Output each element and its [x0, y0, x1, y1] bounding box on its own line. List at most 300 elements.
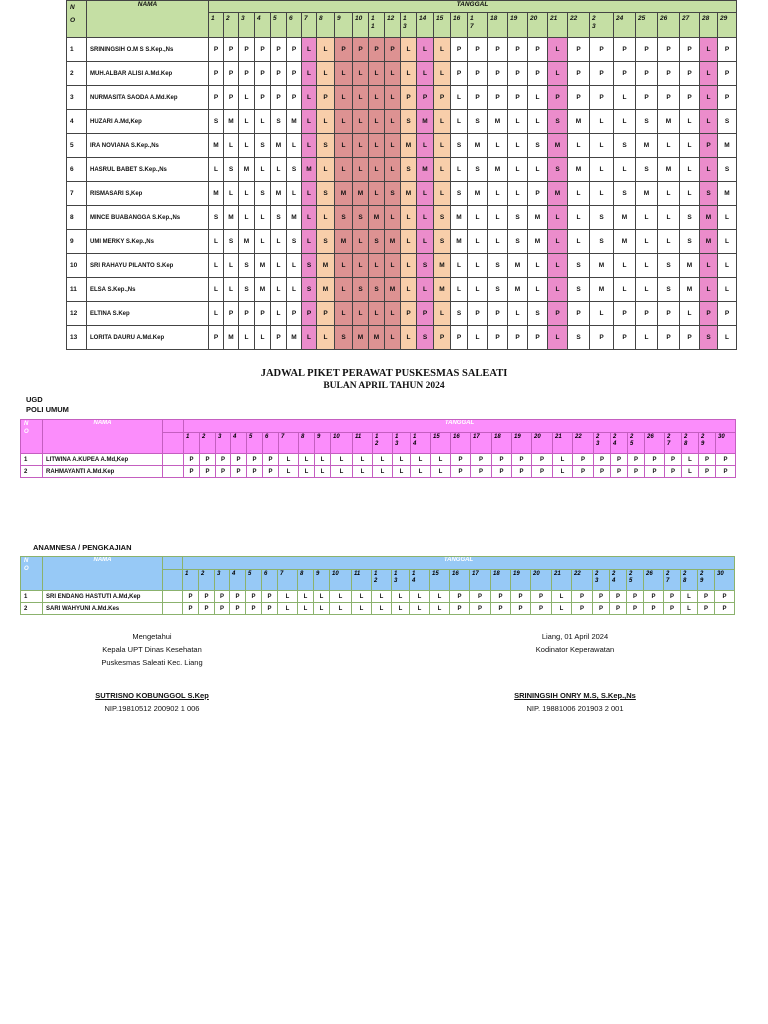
day-header: 10	[330, 570, 352, 591]
day-header: 3	[216, 433, 231, 454]
shift-cell: L	[224, 134, 239, 158]
shift-cell: P	[610, 591, 627, 603]
header-nama: NAMA	[43, 557, 163, 591]
shift-cell: L	[271, 302, 287, 326]
shift-cell: P	[593, 603, 610, 615]
shift-cell: M	[255, 254, 271, 278]
table-row	[21, 591, 735, 603]
shift-cell: M	[353, 326, 369, 350]
shift-cell: L	[278, 591, 298, 603]
shift-cell: L	[335, 254, 353, 278]
section-label-anamnesa: ANAMNESA / PENGKAJIAN	[33, 543, 132, 552]
day-header: 16	[451, 13, 468, 38]
shift-cell: M	[401, 134, 417, 158]
shift-cell: P	[200, 466, 216, 478]
shift-cell: P	[528, 182, 548, 206]
shift-cell: M	[209, 182, 224, 206]
day-header: 2	[199, 570, 215, 591]
shift-cell: L	[255, 206, 271, 230]
shift-cell: L	[302, 206, 317, 230]
shift-cell: P	[488, 38, 508, 62]
day-header: 15	[434, 13, 451, 38]
blank-cell	[163, 466, 184, 478]
day-header: 9	[315, 433, 331, 454]
shift-cell: L	[369, 182, 385, 206]
shift-cell: M	[590, 278, 614, 302]
shift-cell: S	[271, 110, 287, 134]
shift-cell: L	[614, 110, 636, 134]
day-header: 9	[314, 570, 330, 591]
shift-cell: P	[636, 86, 658, 110]
shift-cell: L	[271, 230, 287, 254]
shift-cell: L	[553, 454, 573, 466]
nurse-name: IRA NOVIANA S.Kep.,Ns	[87, 134, 209, 158]
shift-cell: P	[287, 86, 302, 110]
shift-cell: P	[262, 591, 278, 603]
shift-cell: S	[636, 158, 658, 182]
shift-cell: L	[209, 230, 224, 254]
day-header: 22	[572, 570, 593, 591]
shift-cell: M	[468, 134, 488, 158]
nurse-name: LORITA DAURU A.Md.Kep	[87, 326, 209, 350]
shift-cell: S	[369, 230, 385, 254]
shift-cell: L	[528, 278, 548, 302]
signature-greeting: Mengetahui	[132, 632, 172, 641]
row-number: 13	[67, 326, 87, 350]
shift-cell: P	[450, 603, 470, 615]
shift-cell: P	[263, 466, 279, 478]
shift-cell: L	[508, 302, 528, 326]
shift-cell: P	[572, 603, 593, 615]
shift-cell: M	[614, 230, 636, 254]
shift-cell: S	[353, 278, 369, 302]
shift-cell: P	[614, 326, 636, 350]
shift-cell: P	[664, 591, 681, 603]
shift-cell: P	[450, 591, 470, 603]
shift-cell: L	[299, 466, 315, 478]
signature-position: Kepala UPT Dinas Kesehatan	[102, 645, 202, 654]
shift-cell: L	[352, 591, 372, 603]
shift-cell: M	[700, 230, 718, 254]
shift-cell: P	[271, 326, 287, 350]
shift-cell: P	[239, 302, 255, 326]
shift-cell: P	[216, 454, 231, 466]
shift-cell: L	[369, 110, 385, 134]
shift-cell: L	[353, 134, 369, 158]
shift-cell: L	[718, 278, 737, 302]
shift-cell: P	[590, 326, 614, 350]
shift-cell: L	[431, 466, 451, 478]
day-header: 8	[298, 570, 314, 591]
shift-cell: L	[298, 603, 314, 615]
shift-cell: S	[508, 206, 528, 230]
shift-cell: L	[430, 603, 450, 615]
shift-cell: L	[287, 134, 302, 158]
shift-cell: P	[698, 603, 715, 615]
day-header: 6	[263, 433, 279, 454]
shift-cell: P	[590, 86, 614, 110]
shift-cell: M	[317, 278, 335, 302]
shift-cell: L	[385, 110, 401, 134]
signature-nip: NIP.19810512 200902 1 006	[104, 704, 200, 713]
shift-cell: S	[548, 110, 568, 134]
shift-cell: L	[330, 591, 352, 603]
shift-cell: L	[508, 134, 528, 158]
table-row	[67, 182, 737, 206]
table-row	[67, 62, 737, 86]
shift-cell: M	[401, 182, 417, 206]
day-header: 2	[200, 433, 216, 454]
day-header: 2 3	[593, 570, 610, 591]
shift-cell: S	[224, 230, 239, 254]
shift-cell: L	[224, 278, 239, 302]
shift-cell: L	[372, 591, 392, 603]
shift-cell: L	[700, 62, 718, 86]
shift-cell: P	[488, 326, 508, 350]
shift-cell: S	[468, 110, 488, 134]
shift-cell: L	[700, 110, 718, 134]
shift-cell: P	[246, 603, 262, 615]
shift-cell: L	[393, 466, 411, 478]
shift-cell: S	[353, 206, 369, 230]
shift-cell: L	[434, 182, 451, 206]
shift-cell: L	[488, 230, 508, 254]
shift-cell: L	[314, 603, 330, 615]
nurse-name: LITWINA A.KUPEA A.Md,Kep	[43, 454, 163, 466]
shift-cell: P	[531, 591, 552, 603]
shift-cell: P	[512, 466, 532, 478]
shift-cell: L	[417, 206, 434, 230]
shift-cell: L	[451, 254, 468, 278]
day-header: 8	[317, 13, 335, 38]
shift-cell: P	[548, 302, 568, 326]
shift-cell: L	[417, 62, 434, 86]
shift-cell: P	[451, 466, 471, 478]
shift-cell: L	[335, 302, 353, 326]
shift-cell: L	[658, 134, 680, 158]
header-row	[21, 420, 736, 433]
shift-cell: L	[636, 230, 658, 254]
shift-cell: S	[239, 254, 255, 278]
shift-cell: P	[611, 466, 628, 478]
shift-cell: S	[451, 134, 468, 158]
shift-cell: M	[718, 134, 737, 158]
shift-cell: P	[508, 326, 528, 350]
table-row	[67, 134, 737, 158]
shift-cell: S	[451, 302, 468, 326]
nurse-name: MUH.ALBAR ALISI A.Md.Kep	[87, 62, 209, 86]
shift-cell: L	[385, 134, 401, 158]
shift-cell: L	[372, 603, 392, 615]
shift-cell: S	[209, 206, 224, 230]
day-header: 3	[215, 570, 230, 591]
shift-cell: S	[636, 110, 658, 134]
day-header: 2 9	[699, 433, 716, 454]
shift-cell: P	[255, 302, 271, 326]
shift-cell: L	[410, 603, 430, 615]
shift-cell: M	[718, 182, 737, 206]
row-number: 1	[21, 454, 43, 466]
day-header: 2 5	[628, 433, 645, 454]
shift-cell: L	[680, 110, 700, 134]
shift-cell: S	[335, 326, 353, 350]
shift-cell: P	[369, 38, 385, 62]
header-row	[67, 1, 737, 13]
shift-cell: P	[658, 326, 680, 350]
shift-cell: S	[488, 278, 508, 302]
blank-cell	[163, 603, 183, 615]
shift-cell: L	[700, 278, 718, 302]
shift-cell: P	[715, 591, 735, 603]
day-header: 2 8	[681, 570, 698, 591]
shift-cell: L	[680, 182, 700, 206]
shift-cell: L	[369, 158, 385, 182]
shift-cell: P	[665, 466, 682, 478]
shift-cell: L	[548, 230, 568, 254]
shift-cell: L	[568, 182, 590, 206]
shift-cell: L	[548, 278, 568, 302]
row-number: 2	[21, 603, 43, 615]
table-row	[67, 86, 737, 110]
row-number: 5	[67, 134, 87, 158]
shift-cell: P	[628, 454, 645, 466]
day-header: 1 7	[468, 13, 488, 38]
section-label-ugd: UGD	[26, 395, 43, 404]
shift-cell: P	[611, 454, 628, 466]
shift-cell: L	[417, 134, 434, 158]
shift-cell: L	[680, 158, 700, 182]
day-header: 7	[279, 433, 299, 454]
table-row	[67, 278, 737, 302]
shift-cell: L	[468, 254, 488, 278]
shift-cell: L	[287, 278, 302, 302]
shift-cell: L	[548, 254, 568, 278]
blank-cell	[163, 454, 184, 466]
shift-cell: P	[239, 62, 255, 86]
shift-cell: S	[335, 206, 353, 230]
shift-cell: P	[255, 86, 271, 110]
shift-cell: L	[353, 158, 369, 182]
shift-cell: S	[385, 182, 401, 206]
shift-cell: L	[353, 86, 369, 110]
day-header: 18	[492, 433, 512, 454]
signature-name: SRININGSIH ONRY M.S, S.Kep.,Ns	[514, 691, 636, 700]
shift-cell: P	[594, 454, 611, 466]
day-header: 1 4	[411, 433, 431, 454]
shift-cell: M	[385, 230, 401, 254]
row-number: 10	[67, 254, 87, 278]
table-row	[21, 454, 736, 466]
shift-cell: P	[568, 62, 590, 86]
shift-cell: S	[317, 134, 335, 158]
row-number: 1	[21, 591, 43, 603]
shift-cell: M	[209, 134, 224, 158]
shift-cell: L	[255, 326, 271, 350]
shift-cell: P	[353, 38, 369, 62]
shift-cell: L	[302, 86, 317, 110]
shift-cell: P	[224, 38, 239, 62]
day-header: 21	[552, 570, 572, 591]
shift-cell: L	[385, 326, 401, 350]
shift-cell: P	[718, 86, 737, 110]
nurse-name: RAHMAYANTI A.Md.Kep	[43, 466, 163, 478]
shift-cell: M	[271, 182, 287, 206]
shift-cell: L	[299, 454, 315, 466]
shift-cell: L	[548, 62, 568, 86]
shift-cell: P	[627, 591, 644, 603]
shift-cell: L	[239, 326, 255, 350]
shift-cell: S	[590, 206, 614, 230]
table-row	[67, 230, 737, 254]
shift-cell: P	[451, 38, 468, 62]
shift-cell: S	[287, 158, 302, 182]
day-header: 18	[488, 13, 508, 38]
shift-cell: L	[528, 86, 548, 110]
shift-cell: P	[209, 38, 224, 62]
shift-cell: L	[614, 158, 636, 182]
shift-cell: L	[315, 466, 331, 478]
shift-cell: M	[508, 254, 528, 278]
shift-cell: P	[451, 454, 471, 466]
shift-cell: L	[353, 62, 369, 86]
shift-cell: M	[302, 158, 317, 182]
shift-cell: L	[239, 206, 255, 230]
shift-cell: P	[644, 603, 664, 615]
signature-name: SUTRISNO KOBUNGGOL S.Kep	[95, 691, 209, 700]
shift-cell: P	[658, 86, 680, 110]
schedule-table-main	[66, 0, 737, 350]
day-header: 27	[680, 13, 700, 38]
shift-cell: L	[335, 86, 353, 110]
shift-cell: M	[335, 182, 353, 206]
shift-cell: L	[553, 466, 573, 478]
shift-cell: L	[385, 86, 401, 110]
nurse-name: HUZARI A.Md,Kep	[87, 110, 209, 134]
shift-cell: M	[488, 158, 508, 182]
shift-cell: P	[568, 302, 590, 326]
shift-cell: L	[700, 86, 718, 110]
shift-cell: P	[492, 466, 512, 478]
shift-cell: L	[255, 158, 271, 182]
shift-cell: L	[401, 62, 417, 86]
shift-cell: S	[528, 302, 548, 326]
signature-institution: Puskesmas Saleati Kec. Liang	[101, 658, 203, 667]
shift-cell: L	[385, 206, 401, 230]
shift-cell: P	[716, 454, 736, 466]
shift-cell: P	[215, 603, 230, 615]
shift-cell: P	[199, 591, 215, 603]
shift-cell: P	[451, 62, 468, 86]
shift-cell: M	[287, 326, 302, 350]
shift-cell: L	[430, 591, 450, 603]
shift-cell: P	[335, 38, 353, 62]
shift-cell: L	[317, 110, 335, 134]
shift-cell: M	[335, 230, 353, 254]
shift-cell: L	[682, 466, 699, 478]
nurse-name: ELTINA S.Kep	[87, 302, 209, 326]
shift-cell: L	[302, 326, 317, 350]
shift-cell: P	[644, 591, 664, 603]
shift-cell: S	[271, 206, 287, 230]
nurse-name: SARI WAHYUNI A.Md.Kes	[43, 603, 163, 615]
shift-cell: M	[548, 134, 568, 158]
signature-nip: NIP. 19881006 201903 2 001	[526, 704, 624, 713]
day-header: 3	[239, 13, 255, 38]
shift-cell: L	[302, 182, 317, 206]
shift-cell: P	[287, 38, 302, 62]
shift-cell: S	[255, 182, 271, 206]
shift-cell: L	[434, 302, 451, 326]
shift-cell: L	[451, 86, 468, 110]
shift-cell: L	[636, 206, 658, 230]
shift-cell: S	[451, 182, 468, 206]
shift-cell: M	[528, 206, 548, 230]
shift-cell: L	[239, 134, 255, 158]
day-header-blank	[163, 570, 183, 591]
blank-cell	[163, 591, 183, 603]
shift-cell: P	[317, 86, 335, 110]
shift-cell: M	[568, 110, 590, 134]
shift-cell: L	[315, 454, 331, 466]
day-header: 2	[224, 13, 239, 38]
shift-cell: M	[271, 134, 287, 158]
header-tanggal: TANGGAL	[184, 420, 736, 433]
shift-cell: L	[434, 62, 451, 86]
shift-cell: L	[209, 302, 224, 326]
shift-cell: P	[614, 302, 636, 326]
shift-cell: L	[369, 62, 385, 86]
shift-cell: P	[488, 302, 508, 326]
shift-cell: M	[239, 230, 255, 254]
shift-cell: P	[401, 302, 417, 326]
shift-cell: S	[317, 182, 335, 206]
shift-cell: L	[548, 206, 568, 230]
shift-cell: M	[287, 110, 302, 134]
shift-cell: L	[468, 326, 488, 350]
shift-cell: P	[511, 591, 531, 603]
table-row	[67, 110, 737, 134]
shift-cell: P	[215, 591, 230, 603]
shift-cell: L	[568, 134, 590, 158]
shift-cell: L	[468, 206, 488, 230]
shift-cell: S	[239, 278, 255, 302]
day-header: 25	[636, 13, 658, 38]
shift-cell: L	[302, 38, 317, 62]
shift-cell: L	[614, 278, 636, 302]
shift-cell: L	[590, 302, 614, 326]
shift-cell: P	[548, 86, 568, 110]
schedule-table-ugd	[20, 419, 736, 478]
page-title: JADWAL PIKET PERAWAT PUSKESMAS SALEATI	[260, 368, 508, 379]
shift-cell: P	[224, 302, 239, 326]
shift-cell: L	[239, 86, 255, 110]
shift-cell: L	[353, 466, 373, 478]
shift-cell: M	[353, 182, 369, 206]
shift-cell: P	[247, 466, 263, 478]
day-header: 1 2	[372, 570, 392, 591]
shift-cell: P	[716, 466, 736, 478]
shift-cell: L	[209, 278, 224, 302]
shift-cell: P	[593, 591, 610, 603]
shift-cell: M	[468, 182, 488, 206]
shift-cell: S	[568, 326, 590, 350]
shift-cell: P	[645, 454, 665, 466]
table-row	[21, 603, 735, 615]
shift-cell: S	[468, 158, 488, 182]
shift-cell: S	[680, 230, 700, 254]
shift-cell: P	[664, 603, 681, 615]
shift-cell: P	[184, 466, 200, 478]
